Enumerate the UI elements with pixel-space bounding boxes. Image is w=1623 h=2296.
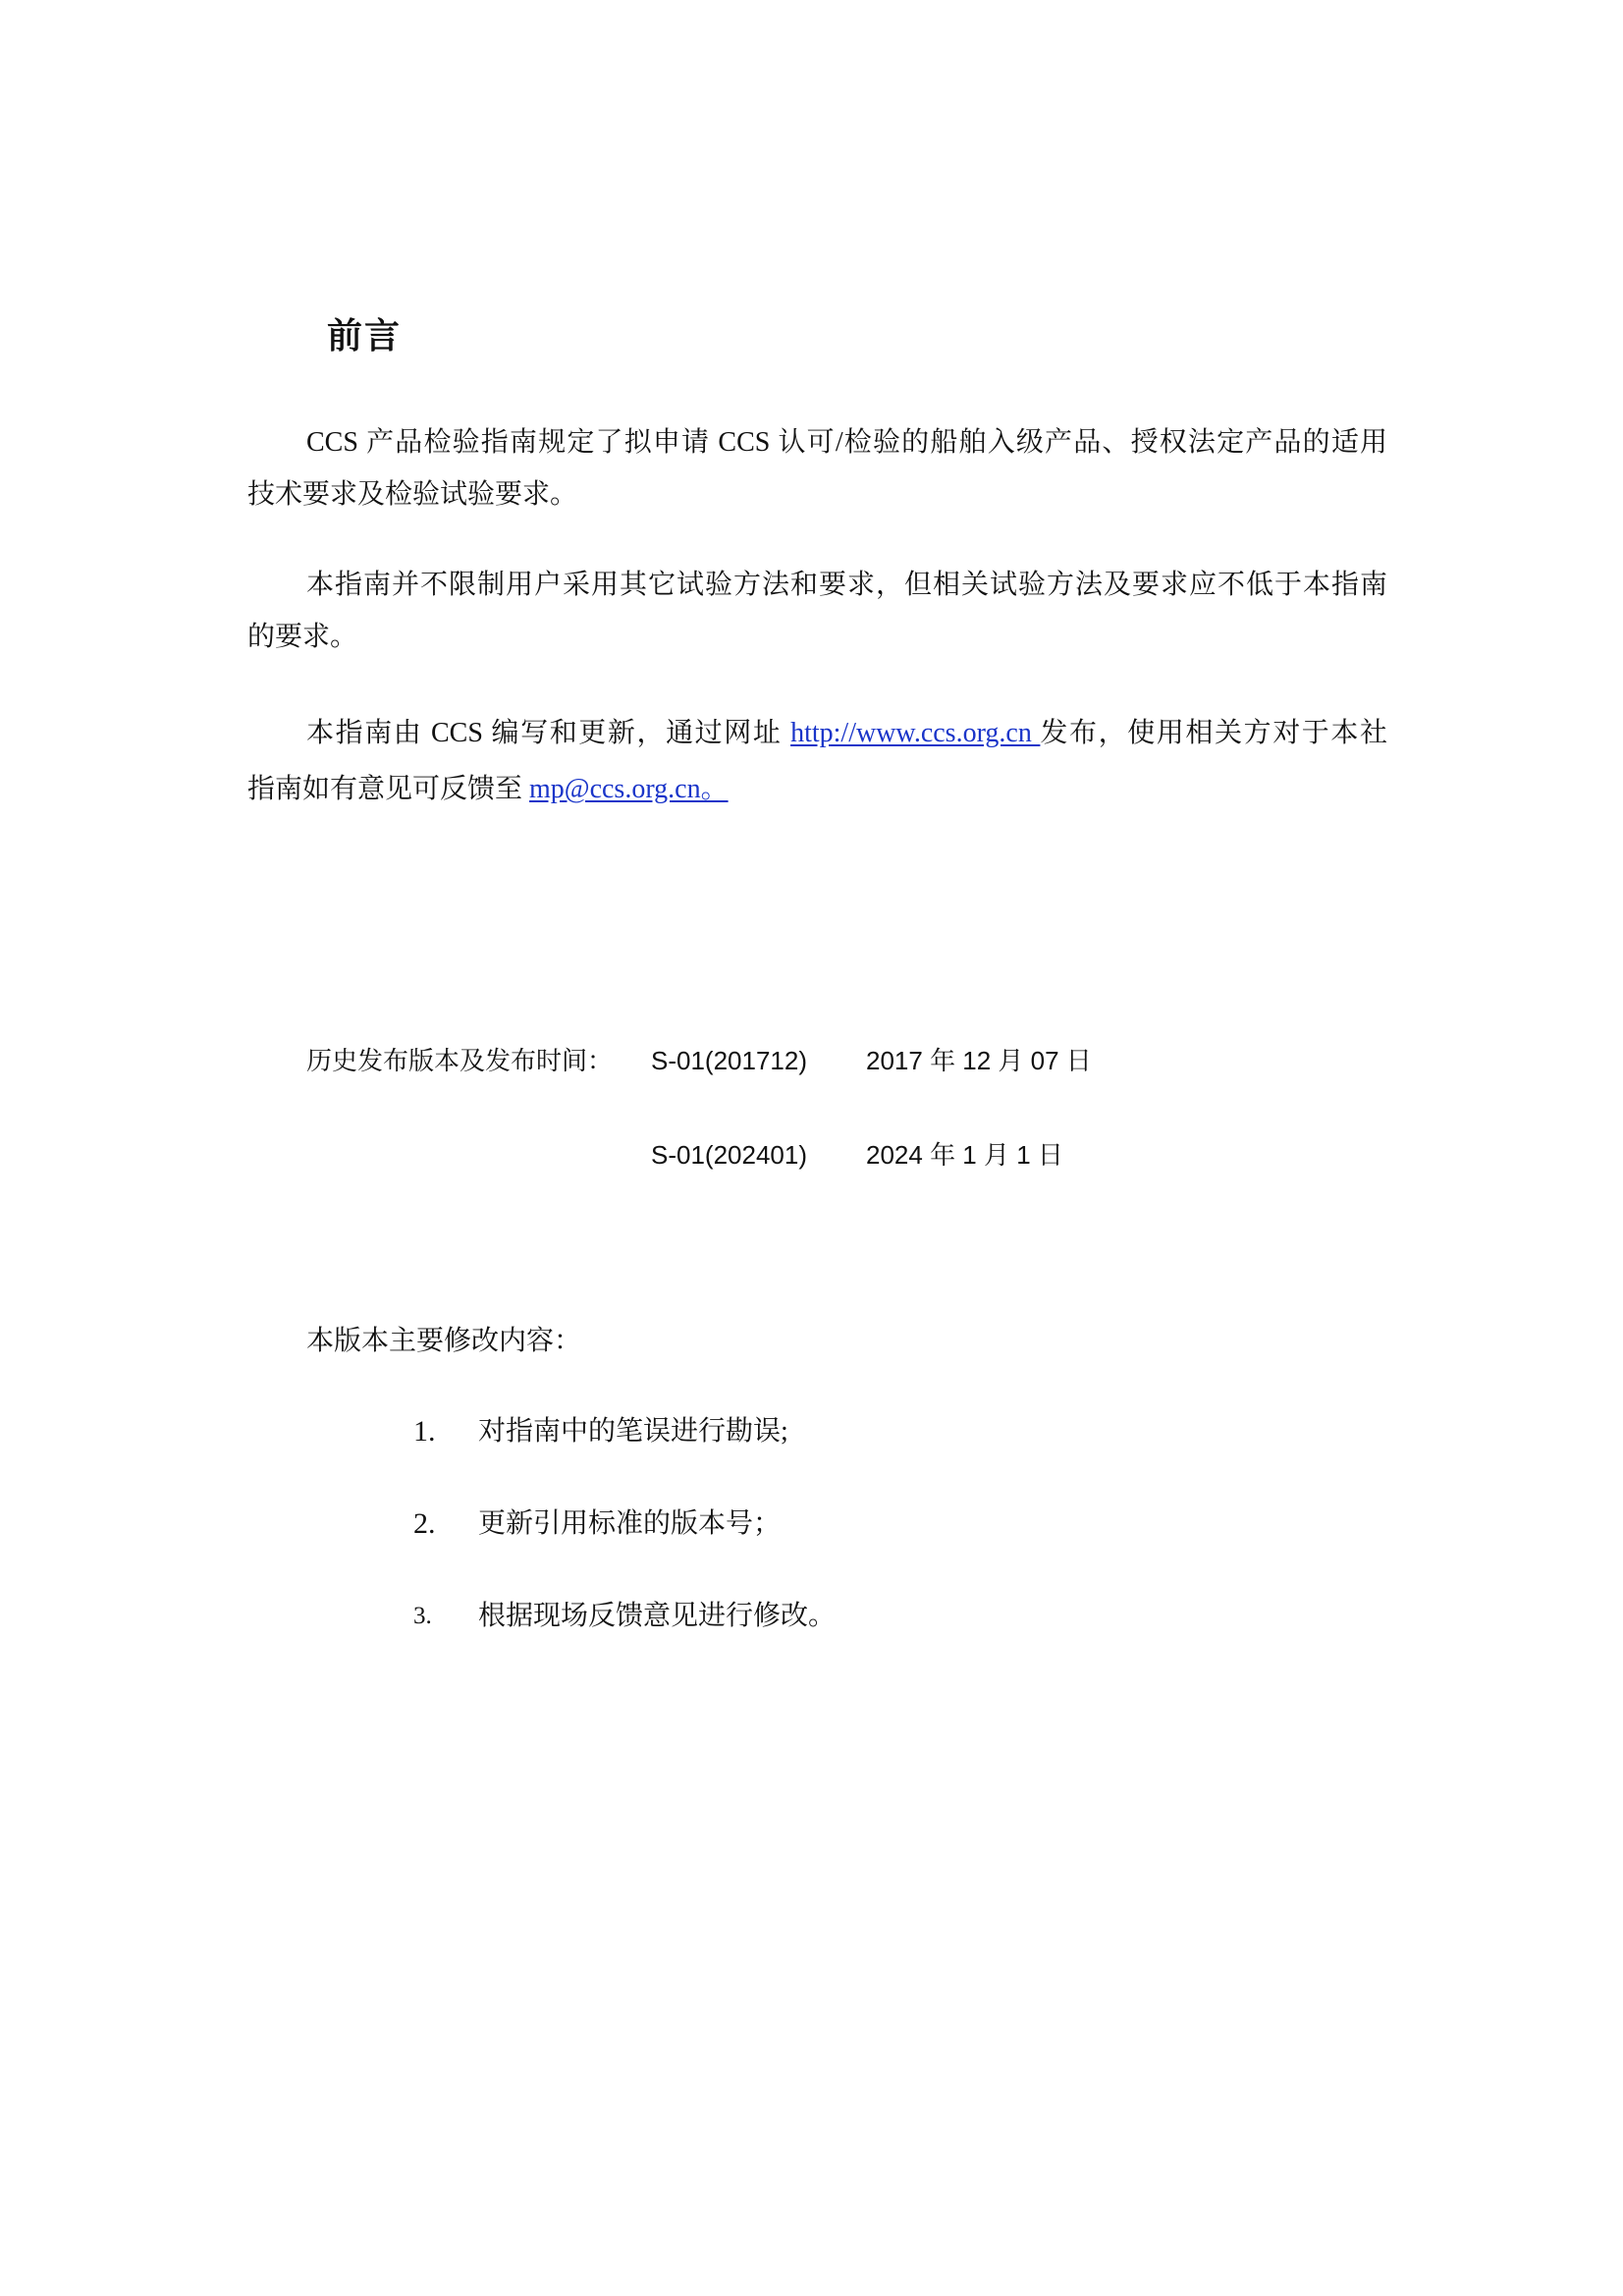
list-item-text: 更新引用标准的版本号；: [478, 1508, 782, 1539]
paragraph-line: 本指南并不限制用户采用其它试验方法和要求，但相关试验方法及要求应不低于本指南: [306, 570, 1387, 600]
history-version-date: 2017 年 12 月 07 日: [866, 1046, 1092, 1075]
page-title: 前言: [327, 315, 403, 355]
website-link[interactable]: http://www.ccs.org.cn: [790, 718, 1041, 748]
modifications-title: 本版本主要修改内容：: [306, 1326, 582, 1356]
list-item-text: 根据现场反馈意见进行修改。: [478, 1601, 837, 1631]
paragraph-line: CCS 产品检验指南规定了拟申请 CCS 认可/检验的船舶入级产品、授权法定产品的适用: [306, 427, 1387, 458]
list-item-number: 2.: [413, 1507, 436, 1540]
paragraph-methods: [247, 559, 1387, 663]
paragraph-line: [247, 705, 1387, 761]
paragraph-line: 的要求。: [247, 622, 358, 652]
list-item-number: 1.: [413, 1415, 436, 1448]
history-version-date: 2024 年 1 月 1 日: [866, 1140, 1063, 1170]
paragraph-contact: [247, 705, 1387, 817]
paragraph-line: 技术要求及检验试验要求。: [247, 479, 578, 510]
email-link[interactable]: mp@ccs.org.cn。: [529, 774, 729, 804]
paragraph-text: 发布，使用相关方对于本社: [1040, 718, 1387, 748]
list-item-text: 对指南中的笔误进行勘误;: [478, 1416, 788, 1447]
history-version-code: S-01(201712): [651, 1046, 807, 1075]
history-version-code: S-01(202401): [651, 1140, 807, 1170]
list-item-number: 3.: [413, 1603, 432, 1629]
paragraph-text: 本指南由 CCS 编写和更新，通过网址: [306, 718, 791, 748]
paragraph-text: 指南如有意见可反馈至: [247, 774, 530, 804]
history-label: 历史发布版本及发布时间：: [306, 1046, 614, 1075]
paragraph-scope: [247, 416, 1387, 520]
paragraph-line: [247, 761, 1387, 817]
